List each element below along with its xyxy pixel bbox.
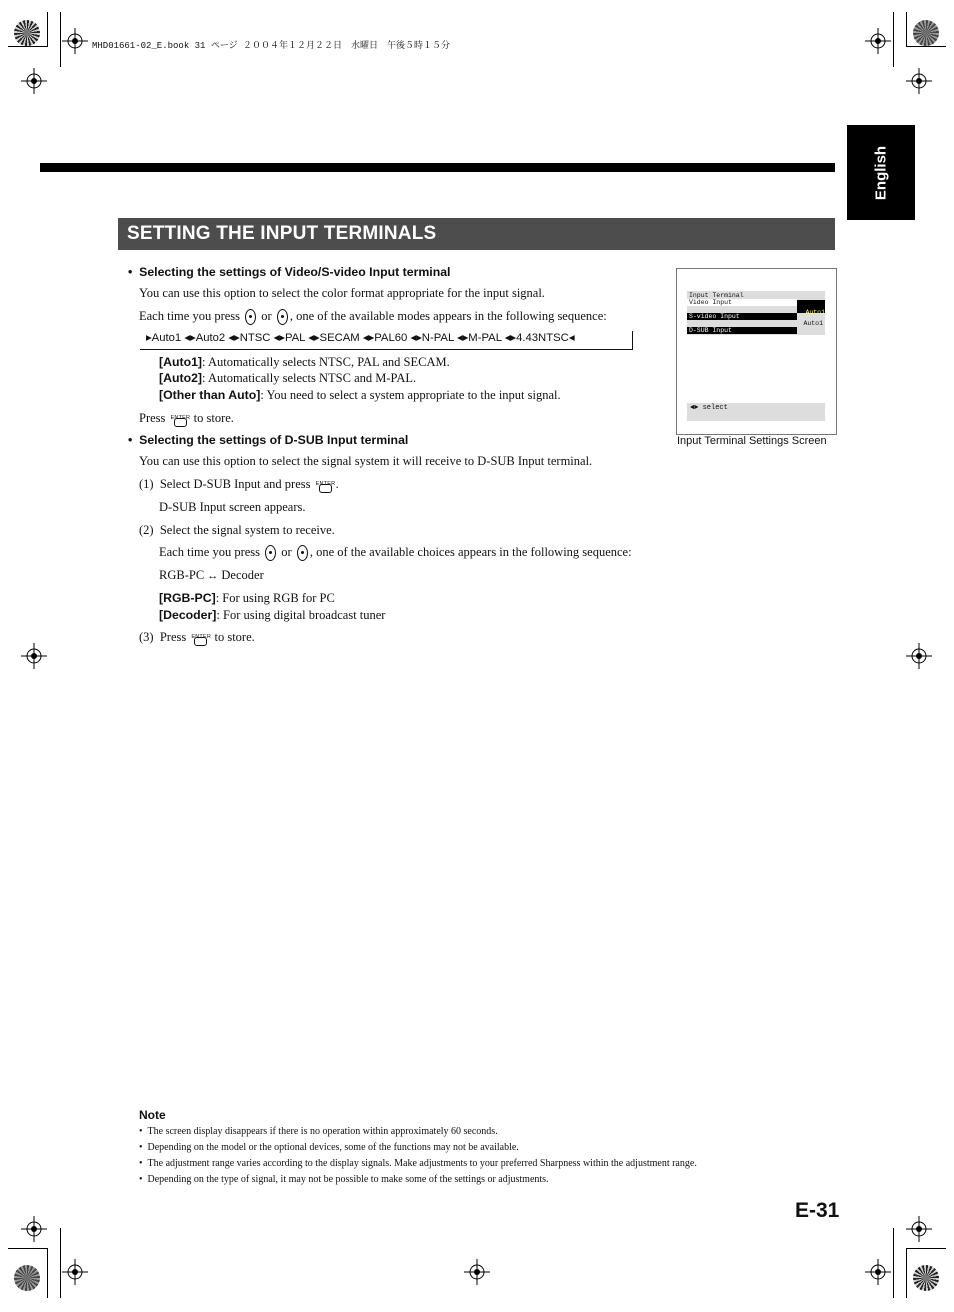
step-num: (1) xyxy=(139,477,154,491)
screen-caption: Input Terminal Settings Screen xyxy=(677,435,827,447)
screen-video-row xyxy=(687,299,797,306)
dsub-heading xyxy=(128,433,408,447)
text: , one of the available choices appears in the following sequence: xyxy=(309,545,632,559)
screen-video-label: Video Input xyxy=(689,299,732,306)
enter-cap xyxy=(174,418,187,427)
seq-item: Decoder xyxy=(221,568,264,582)
text: to store. xyxy=(214,630,255,644)
def-desc: : You need to select a system appropriate to the input signal. xyxy=(260,388,561,402)
text: or xyxy=(281,545,292,559)
def-term: [RGB-PC] xyxy=(159,591,216,605)
text: . xyxy=(335,477,339,491)
swap-arrow-icon: ◂▸ xyxy=(410,332,422,344)
right-button-icon xyxy=(297,545,308,561)
mode-sequence xyxy=(146,331,574,344)
registration-mark-icon xyxy=(865,1259,891,1285)
seq-item: PAL xyxy=(284,332,306,344)
seq-item: Auto1 xyxy=(151,332,182,344)
left-button-icon xyxy=(245,309,256,325)
note-text: The screen display disappears if there is no operation within approximately 60 seconds. xyxy=(147,1126,498,1137)
swap-arrow-icon: ◂▸ xyxy=(308,332,320,344)
section-title-bar xyxy=(118,218,835,250)
video-press-store xyxy=(139,410,234,427)
screen-dsub-row xyxy=(687,327,797,334)
dsub-sequence xyxy=(159,567,264,584)
screen-svideo-row xyxy=(687,313,797,320)
screen-dsub-label: D-SUB Input xyxy=(689,327,732,334)
swap-arrow-icon: ◂▸ xyxy=(456,332,469,344)
note-item xyxy=(139,1174,549,1185)
def-desc: : Automatically selects NTSC, PAL and SECAM. xyxy=(202,355,450,369)
def-desc: : For using digital broadcast tuner xyxy=(216,608,386,622)
note-text: Depending on the model or the optional devices, some of the functions may not be available. xyxy=(147,1142,519,1153)
text: Select the signal system to receive. xyxy=(159,523,335,537)
dsub-step3 xyxy=(139,629,255,646)
enter-label: ENTER xyxy=(191,634,211,641)
def-desc: : For using RGB for PC xyxy=(215,591,335,605)
enter-cap xyxy=(319,484,332,493)
def-rgbpc xyxy=(159,590,335,606)
def-decoder xyxy=(159,607,385,623)
dsub-step1 xyxy=(139,476,339,493)
registration-mark-icon xyxy=(21,643,47,669)
page-number: E-31 xyxy=(795,1199,840,1222)
bullet: • xyxy=(139,1142,148,1153)
def-auto1 xyxy=(159,354,450,370)
video-each-line xyxy=(139,308,607,325)
language-tab xyxy=(847,125,915,220)
dsub-intro: You can use this option to select the signal system it will receive to D-SUB Input terminal. xyxy=(139,454,593,468)
screen-svideo-value: Auto1 xyxy=(803,320,823,327)
def-auto2 xyxy=(159,370,416,386)
swap-arrow-icon: ◂▸ xyxy=(273,332,285,344)
registration-mark-icon xyxy=(21,68,47,94)
def-term: [Decoder] xyxy=(159,608,217,622)
text: to store. xyxy=(193,411,234,425)
video-intro: You can use this option to select the color format appropriate for the input signal. xyxy=(139,286,545,300)
registration-mark-icon xyxy=(906,643,932,669)
bullet: • xyxy=(128,265,140,279)
registration-mark-icon xyxy=(906,68,932,94)
bullet: • xyxy=(139,1126,148,1137)
enter-label: ENTER xyxy=(315,481,336,488)
screen-title: Input Terminal xyxy=(689,292,744,299)
screen-video-value-text: Auto1 xyxy=(805,309,825,316)
seq-item: RGB-PC xyxy=(159,568,205,582)
bullet: • xyxy=(139,1158,148,1169)
color-target-icon xyxy=(913,20,939,46)
seq-item: N-PAL xyxy=(421,332,454,344)
def-term: [Other than Auto] xyxy=(159,388,261,402)
dsub-each-line xyxy=(159,544,632,561)
registration-mark-icon xyxy=(865,28,891,54)
swap-arrow-icon: ◂▸ xyxy=(504,332,517,344)
seq-item: 4.43NTSC xyxy=(516,332,569,344)
right-button-icon xyxy=(277,309,288,325)
def-term: [Auto1] xyxy=(159,355,203,369)
color-target-icon xyxy=(913,1265,939,1291)
screen-footer-text: ◄► select xyxy=(690,404,728,412)
screen-menu xyxy=(687,291,825,335)
swap-arrow-icon: ◂▸ xyxy=(228,332,240,344)
loop-arrow-icon: ▸ xyxy=(146,332,152,344)
registration-mark-icon xyxy=(62,28,88,54)
seq-item: Auto2 xyxy=(195,332,226,344)
color-target-icon xyxy=(14,1265,40,1291)
video-heading xyxy=(128,265,450,279)
dsub-heading-text: Selecting the settings of D-SUB Input terminal xyxy=(139,433,409,447)
top-rule xyxy=(40,163,835,172)
text: Each time you press xyxy=(159,545,261,559)
dsub-step2 xyxy=(139,522,335,538)
registration-mark-icon xyxy=(62,1259,88,1285)
def-other xyxy=(159,387,561,403)
enter-cap xyxy=(194,637,207,646)
text: Press xyxy=(159,630,187,644)
enter-button-icon xyxy=(191,630,209,646)
text: or xyxy=(261,309,272,323)
swap-arrow-icon: ◂▸ xyxy=(362,332,375,344)
bullet: • xyxy=(139,1174,148,1185)
video-heading-text: Selecting the settings of Video/S-video Input terminal xyxy=(139,265,451,279)
enter-button-icon xyxy=(171,411,189,427)
screen-footer xyxy=(687,403,825,421)
dsub-step1-result: D-SUB Input screen appears. xyxy=(159,500,306,514)
color-target-icon xyxy=(14,20,40,46)
text: , one of the available modes appears in the following sequence: xyxy=(289,309,607,323)
swap-arrow-icon: ↔ xyxy=(207,570,219,582)
screen-video-value xyxy=(797,300,825,316)
note-text: The adjustment range varies according to the display signals. Make adjustments to your preferred Sharpness within the adjustment range. xyxy=(147,1158,697,1169)
def-term: [Auto2] xyxy=(159,371,203,385)
registration-mark-icon xyxy=(464,1259,490,1285)
note-title: Note xyxy=(139,1108,166,1122)
enter-button-icon xyxy=(316,477,334,493)
left-button-icon xyxy=(265,545,276,561)
seq-item: PAL60 xyxy=(374,332,408,344)
print-header: MHD01661-02_E.book 31 ページ ２００４年１２月２２日 水曜日 午後５時１５分 xyxy=(92,41,451,51)
language-tab-label: English xyxy=(872,145,890,200)
swap-arrow-icon: ◂▸ xyxy=(184,332,196,344)
note-text: Depending on the type of signal, it may not be possible to make some of the settings or adjustments. xyxy=(147,1174,549,1185)
step-num: (3) xyxy=(139,630,154,644)
text: Press xyxy=(139,411,166,425)
loop-arrow-icon: ◂ xyxy=(568,332,575,344)
step-num: (2) xyxy=(139,523,154,537)
note-item xyxy=(139,1142,519,1153)
section-title: SETTING THE INPUT TERMINALS xyxy=(127,223,437,244)
bullet: • xyxy=(128,433,140,447)
text: Each time you press xyxy=(139,309,241,323)
enter-label: ENTER xyxy=(170,415,191,422)
def-desc: : Automatically selects NTSC and M-PAL. xyxy=(202,371,417,385)
registration-mark-icon xyxy=(906,1216,932,1242)
screen-svideo-label: S-video Input xyxy=(689,313,740,320)
text: Select D-SUB Input and press xyxy=(159,477,311,491)
registration-mark-icon xyxy=(21,1216,47,1242)
note-item xyxy=(139,1158,697,1169)
seq-item: M-PAL xyxy=(468,332,502,344)
seq-item: SECAM xyxy=(319,332,360,344)
note-item xyxy=(139,1126,498,1137)
seq-item: NTSC xyxy=(239,332,271,344)
